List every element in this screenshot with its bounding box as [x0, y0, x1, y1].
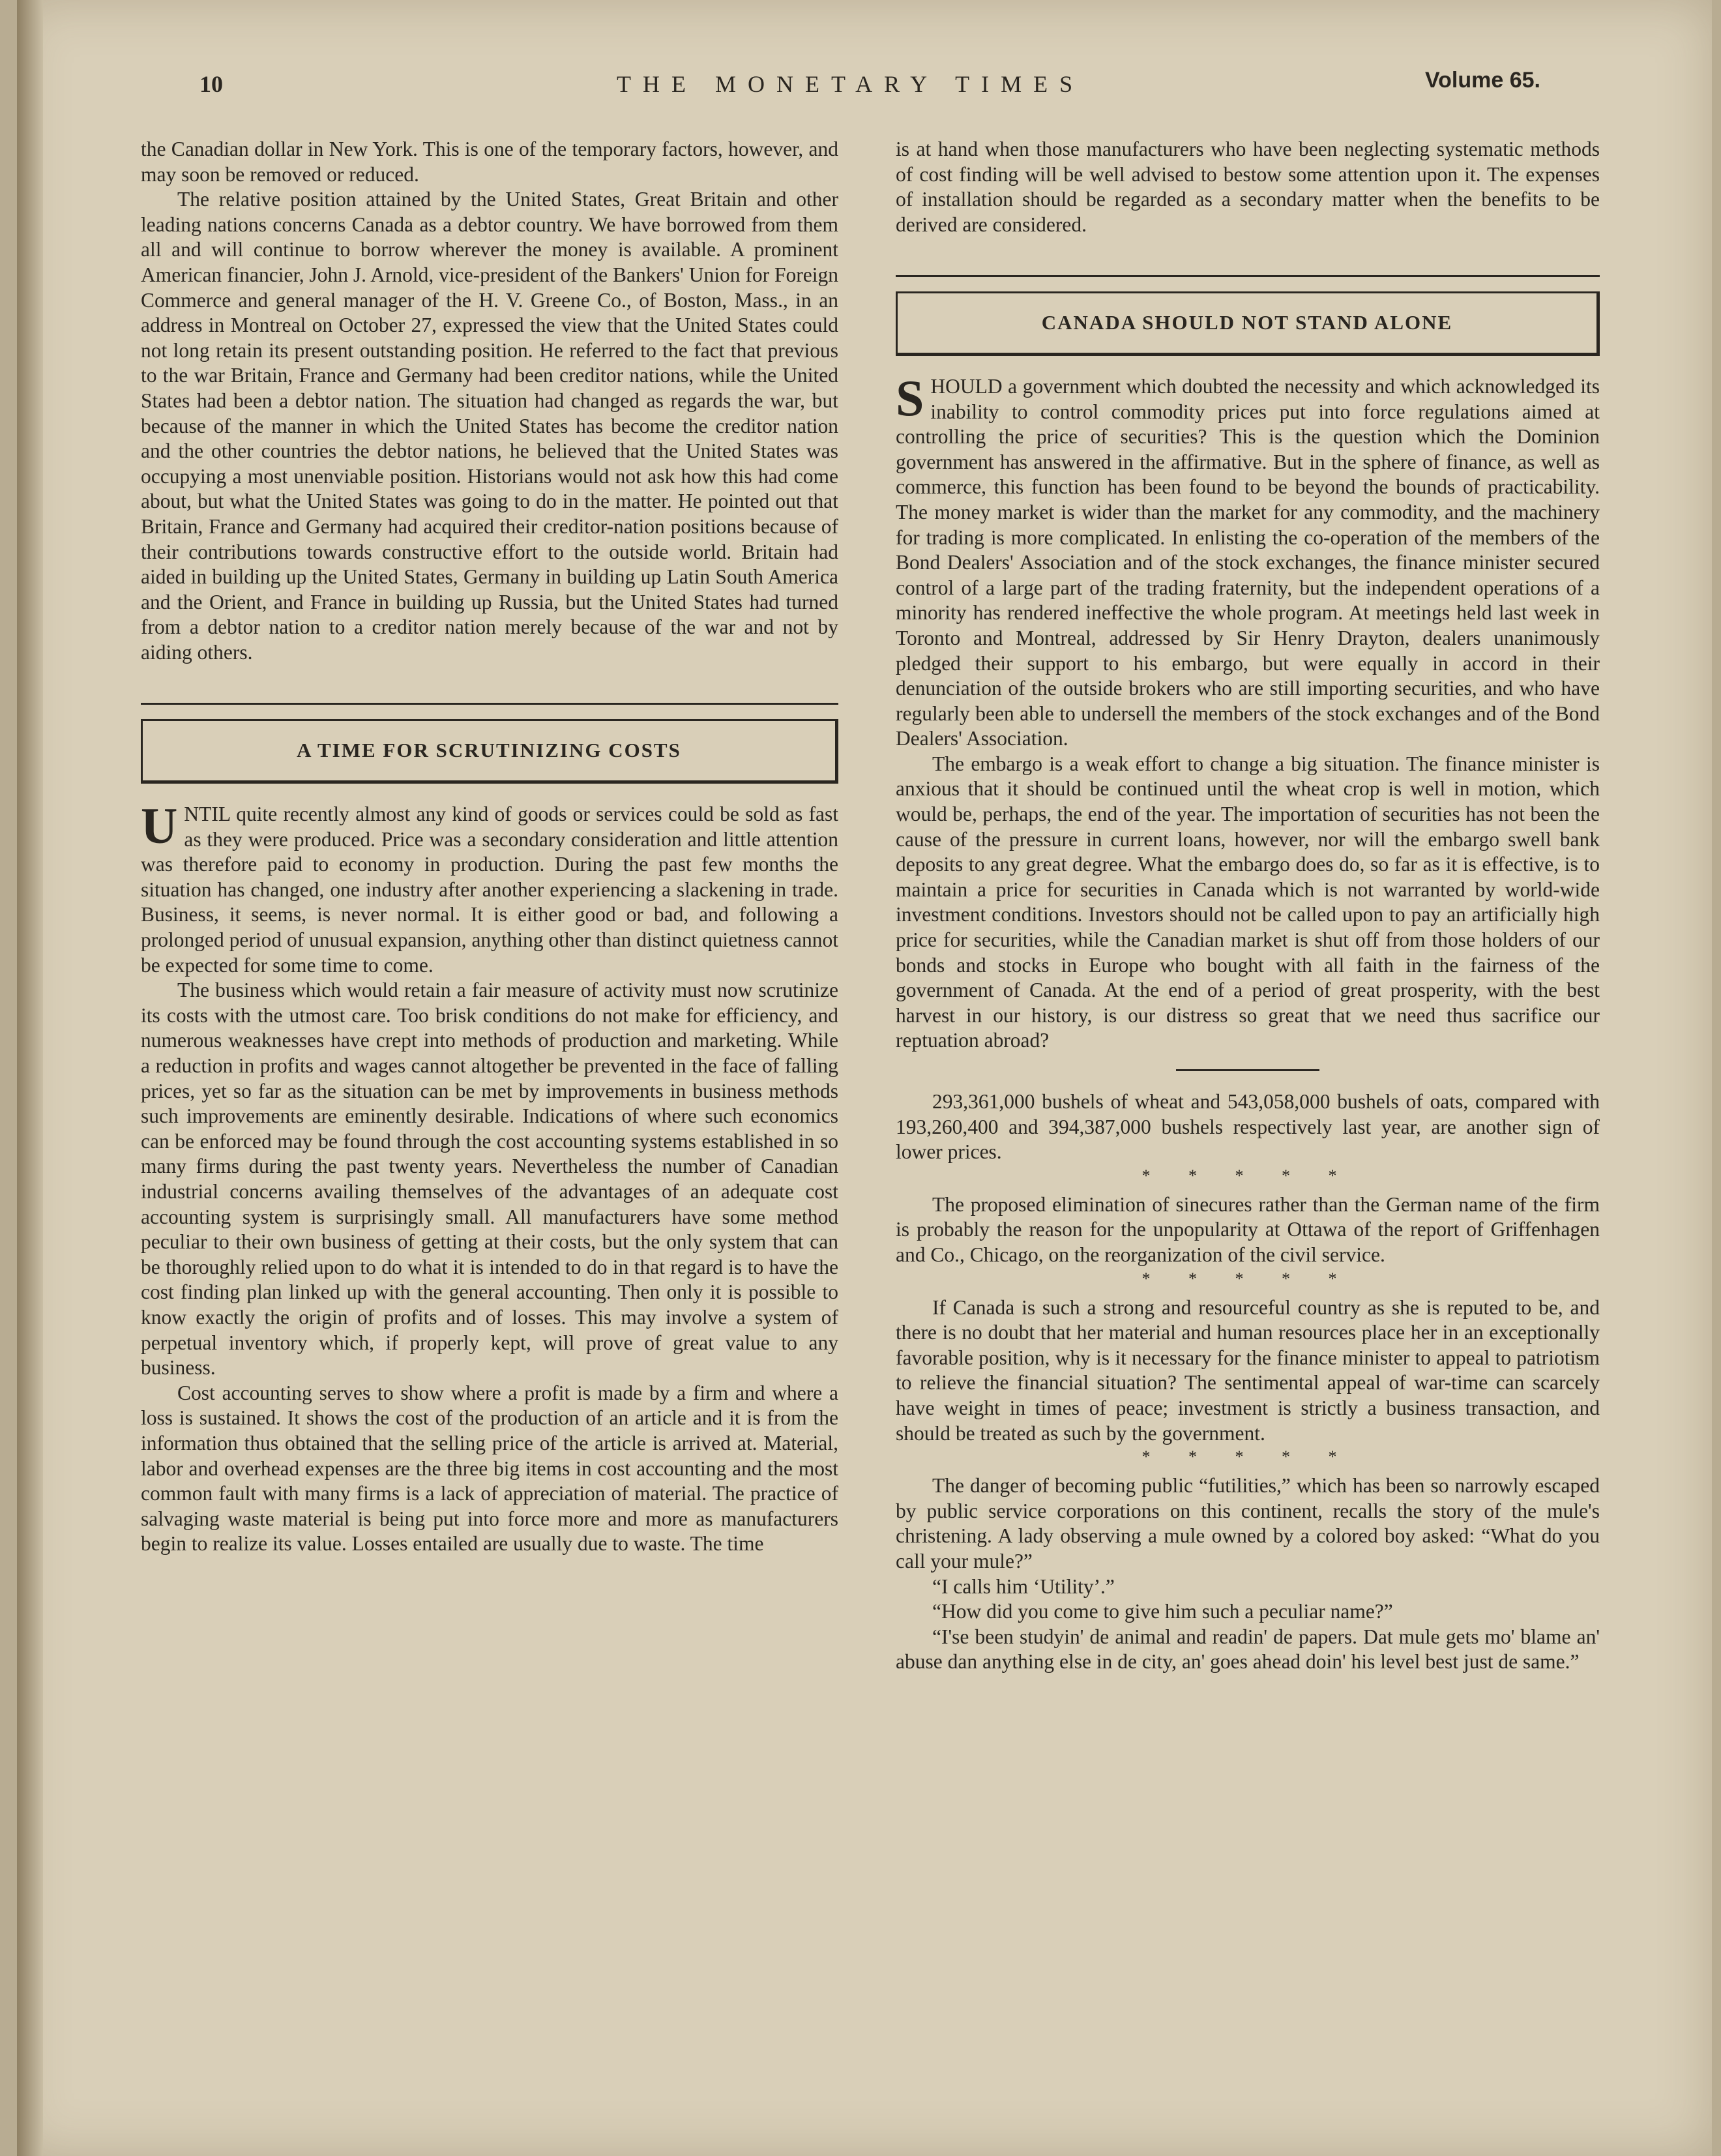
star-divider: * * * * * — [1141, 1447, 1354, 1467]
drop-cap: S — [896, 369, 924, 426]
paragraph: If Canada is such a strong and resourceful country as she is reputed to be, and there is no doubt that her material and human resources place her in an exceptionally favorable position, why is it necessary for the finance minister to appeal to patriotism to relieve the financial situation? The sentimental appeal of war-time can scarcely have weight in times of peace; investment is strictly a business transaction, and should be treated as such by the government. — [896, 1295, 1600, 1445]
paragraph: The proposed elimination of sinecures rather than the German name of the firm is probably the reason for the unpopularity at Ottawa of the report of Griffenhagen and Co., Chicago, on the reorganization of the civil service. — [896, 1192, 1600, 1266]
masthead-title: THE MONETARY TIMES — [617, 71, 1085, 97]
magazine-page — [17, 0, 1712, 2156]
paragraph: SHOULD a government which doubted the necessity and which acknowledged its inability to control commodity prices put into force regulations aimed at controlling the price of securities? This is the question which the Dominion government has answered in the affirmative. But in the sphere of finance, as well as commerce, this function has been found to be beyond the bounds of practicability. The money market is wider than the market for any commodity, and the machinery for trading is more complicated. In enlisting the co-operation of the members of the Bond Dealers' Association and of the stock exchanges, the finance minister secured control of a large part of the trading fraternity, but the independent operations of a minority has rendered ineffective the whole program. At meetings held last week in Toronto and Montreal, addressed by Sir Henry Drayton, dealers unanimously pledged their support to his embargo, but were equally in accord in their denunciation of the outside brokers who are still importing securities, and who have regularly been able to undersell the members of the stock exchanges and of the Bond Dealers' Association. — [896, 369, 1600, 750]
section-heading-canada-should-not-stand-alone: CANADA SHOULD NOT STAND ALONE — [896, 291, 1600, 356]
paragraph: The business which would retain a fair measure of activity must now scrutinize its costs with the utmost care. Too brisk conditions do not make for efficiency, and numerous weaknesses have crept into methods of production and marketing. While a reduction in profits and wages cannot altogether be prevented in the face of falling prices, yet so far as the situation can be met by improvements in business methods such improvements are eminently desirable. Indications of where such economics can be enforced may be found through the cost accounting systems established in so many firms during the past twenty years. Nevertheless the number of Canadian industrial concerns availing themselves of the advantages of an adequate cost accounting system is surprisingly small. All manufacturers have some method peculiar to their own business of getting at their costs, but the only system that can be thoroughly relied upon to do what it is intended to do in that regard is to have the cost finding plan linked up with the general accounting. Then only it is possible to know exactly the origin of profits and of losses. This may involve a system of perpetual inventory which, if properly kept, will prove of great value to any business. — [141, 979, 838, 1380]
section-heading-scrutinizing-costs: A TIME FOR SCRUTINIZING COSTS — [141, 719, 838, 784]
heading-rule — [896, 275, 1600, 277]
left-column — [141, 137, 838, 1557]
paragraph: “I calls him ‘Utility’.” — [932, 1574, 1115, 1598]
paragraph: is at hand when those manufacturers who have been neglecting systematic methods of cost finding will be well advised to bestow some attention upon it. The expenses of installation should be regarded as a secondary matter when the benefits to be derived are considered. — [896, 138, 1600, 236]
paragraph: “How did you come to give him such a peculiar name?” — [932, 1600, 1393, 1623]
page-number: 10 — [199, 71, 223, 97]
lead-word: HOULD — [930, 374, 1003, 398]
heading-rule — [141, 703, 838, 705]
paragraph: “I'se been studyin' de animal and readin' de papers. Dat mule gets mo' blame an' abuse dan anything else in de city, an' goes ahead doin' his level best just de same.” — [896, 1625, 1600, 1674]
right-column — [896, 137, 1600, 1675]
paragraph: 293,361,000 bushels of wheat and 543,058,000 bushels of oats, compared with 193,260,400 and 394,387,000 bushels respectively last year, are another sign of lower prices. — [896, 1090, 1600, 1164]
paragraph: The relative position attained by the United States, Great Britain and other leading nations concerns Canada as a debtor country. We have borrowed from them all and will continue to borrow wherever the money is available. A prominent American financier, John J. Arnold, vice-president of the Bankers' Union for Foreign Commerce and general manager of the H. V. Greene Co., of Boston, Mass., in an address in Montreal on October 27, expressed the view that the United States could not long retain its present outstanding position. He referred to the fact that previous to the war Britain, France and Germany had been creditor nations, while the United States had been a debtor nation. The situation had changed as regards the war, but because of the manner in which the United States has become the creditor nation and the other countries the debtor nations, he believed that the United States was occupying a most unenviable position. Historians would not ask how this had come about, but what the United States was going to do in the matter. He pointed out that Britain, France and Germany had acquired their creditor-nation positions because of their contributions towards constructive effort to the outside world. Britain had aided in building up the United States, Germany in building up Latin South America and the Orient, and France in building up Russia, but the United States had turned from a debtor nation to a creditor nation merely because of the war and not by aiding others. — [141, 188, 838, 664]
section-divider — [1176, 1069, 1319, 1071]
paragraph: The embargo is a weak effort to change a big situation. The finance minister is anxious that it should be continued until the wheat crop is well in motion, which would be, perhaps, the end of the year. The importation of securities has not been the cause of the pressure in current loans, however, nor will the embargo swell bank deposits to any great degree. What the embargo does do, so far as it is effective, is to maintain a price for securities in Canada which is not warranted by world-wide investment conditions. Investors should not be called upon to pay an artificially high price for securities, while the Canadian market is shut off from those holders of our bonds and stocks in Europe who bought with all faith in the fairness of the government of Canada. At the end of a period of great prosperity, with the best harvest in our history, is our distress so great that we need thus sacrifice our reptuation abroad? — [896, 752, 1600, 1052]
paragraph: Cost accounting serves to show where a profit is made by a firm and where a loss is sustained. It shows the cost of the production of an article and it is from the information thus obtained that the selling price of the article is arrived at. Material, labor and overhead expenses are the three big items in cost accounting and the most common fault with many firms is a lack of appreciation of material. The practice of salvaging waste material is being put into force more and more as manufacturers begin to realize its value. Losses entailed are usually due to waste. The time — [141, 1381, 838, 1556]
paragraph: UNTIL quite recently almost any kind of goods or services could be sold as fast as they were produced. Price was a secondary consideration and little attention was therefore paid to economy in production. During the past few months the situation has changed, one industry after another experiencing a slackening in trade. Business, it seems, is never normal. It is either good or bad, and following a prolonged period of unusual expansion, anything other than distinct quietness cannot be expected for some time to come. — [141, 797, 838, 977]
page-spine-shadow — [17, 0, 43, 2156]
star-divider: * * * * * — [1141, 1166, 1354, 1185]
drop-cap: U — [141, 797, 178, 855]
lead-word: NTIL — [184, 803, 230, 826]
volume-label: Volume 65. — [1425, 68, 1540, 93]
paragraph: the Canadian dollar in New York. This is one of the temporary factors, however, and may soon be removed or reduced. — [141, 138, 838, 186]
page-header — [17, 65, 1712, 104]
paragraph: The danger of becoming public “futilities,” which has been so narrowly escaped by public service corporations on this continent, recalls the story of the mule's christening. A lady observing a mule owned by a colored boy asked: “What do you call your mule?” — [896, 1474, 1600, 1573]
star-divider: * * * * * — [1141, 1269, 1354, 1288]
